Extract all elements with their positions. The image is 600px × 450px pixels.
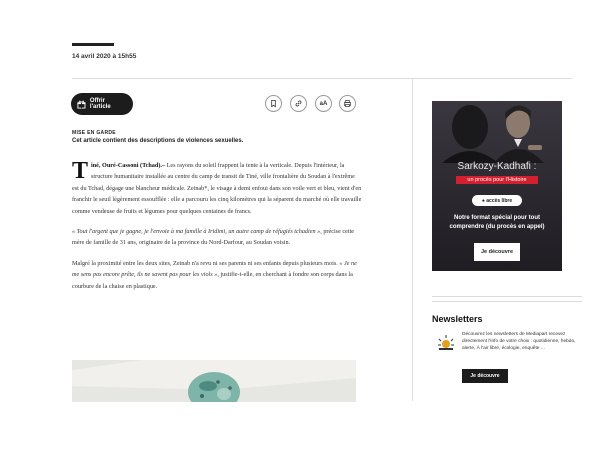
article-quote: « Je ne me sens pas encore prête, ils ne savent pas pour les viols », — [72, 259, 357, 279]
author-byline-bar — [72, 43, 114, 46]
article-paragraph — [72, 258, 362, 292]
newsletters-discover-button[interactable]: Je découvre — [462, 369, 508, 383]
newsletters-description: Découvrez les newsletters de Mediapart recevez directement l'info de votre choix : quotidienne, hebdo, alerte, À l'air libre, écologie, enquête ... — [462, 332, 576, 351]
article-quote: « Tout l'argent que je gagne, je l'envoie à ma famille à Iridimi, un autre camp de réfugiés tchadien », — [72, 228, 322, 236]
top-divider — [72, 78, 572, 79]
offer-article-button[interactable] — [71, 93, 133, 115]
article-body — [72, 160, 362, 301]
print-icon — [343, 99, 352, 108]
article-text: précise cette mère de famille de 31 ans, originaire de la province du Nord-Darfour, au Soudan voisin. — [72, 228, 355, 247]
article-lead: iné, Ouré-Cassoni (Tchad).– — [91, 162, 166, 169]
copy-link-button[interactable] — [290, 95, 307, 112]
promo-title: Sarkozy-Kadhafi : — [457, 161, 537, 172]
font-size-button[interactable] — [315, 95, 332, 112]
article-paragraph — [72, 226, 362, 249]
link-icon — [294, 99, 303, 108]
headscarf-photo-crop — [72, 360, 356, 402]
article-text: Les rayons du soleil frappent la tente à la verticale. Depuis l'intérieur, la structure humanitaire installée au centre du camp de transit de Tiné, ville frontalière du Soudan à l'extrême est du Tchad, dégage une blancheur médicale. Zeinab*, le visage à demi enfoui dans son voile vert et bleu, vient d'en franchir le seuil légèrement essoufflée : elle a parcouru les cinq kilomètres qui la séparent du marché où elle travaille comme vendeuse de fruits et légumes pour quelques centaines de francs. — [72, 162, 362, 215]
print-button[interactable] — [339, 95, 356, 112]
column-divider — [412, 79, 413, 401]
bookmark-icon — [269, 99, 278, 108]
newsletters-title: Newsletters — [432, 314, 483, 324]
offer-article-label: Offrir l'article — [89, 98, 111, 110]
drop-cap: T — [72, 158, 89, 184]
article-text: Malgré la proximité entre les deux sites, Zeinab n'a revu ni ses parents ni ses enfants depuis plusieurs mois. — [72, 259, 340, 267]
promo-banner[interactable] — [432, 101, 562, 271]
font-size-icon: aA — [319, 100, 328, 107]
warning-text: Cet article contient des descriptions de violences sexuelles. — [72, 138, 244, 144]
promo-copy: Notre format spécial pour tout comprendre (du procès en appel) — [449, 215, 545, 230]
sidebar-divider — [432, 296, 582, 297]
promo-subtitle: un procès pour l'Histoire — [456, 176, 538, 184]
article-paragraph — [72, 160, 362, 217]
warning-kicker: MISE EN GARDE — [72, 130, 116, 136]
promo-discover-button[interactable]: Je découvre — [474, 243, 520, 261]
free-access-badge: ● accès libre — [472, 195, 522, 206]
sidebar-divider — [432, 301, 582, 302]
bookmark-button[interactable] — [265, 95, 282, 112]
publish-date: 14 avril 2020 à 15h55 — [72, 53, 137, 60]
article-photo — [72, 360, 356, 402]
sun-icon — [436, 333, 456, 353]
gift-icon — [77, 100, 86, 109]
article-text: justifie-t-elle, en cherchant à fondre son corps dans la courbure de la chaise en plastique. — [72, 271, 353, 290]
